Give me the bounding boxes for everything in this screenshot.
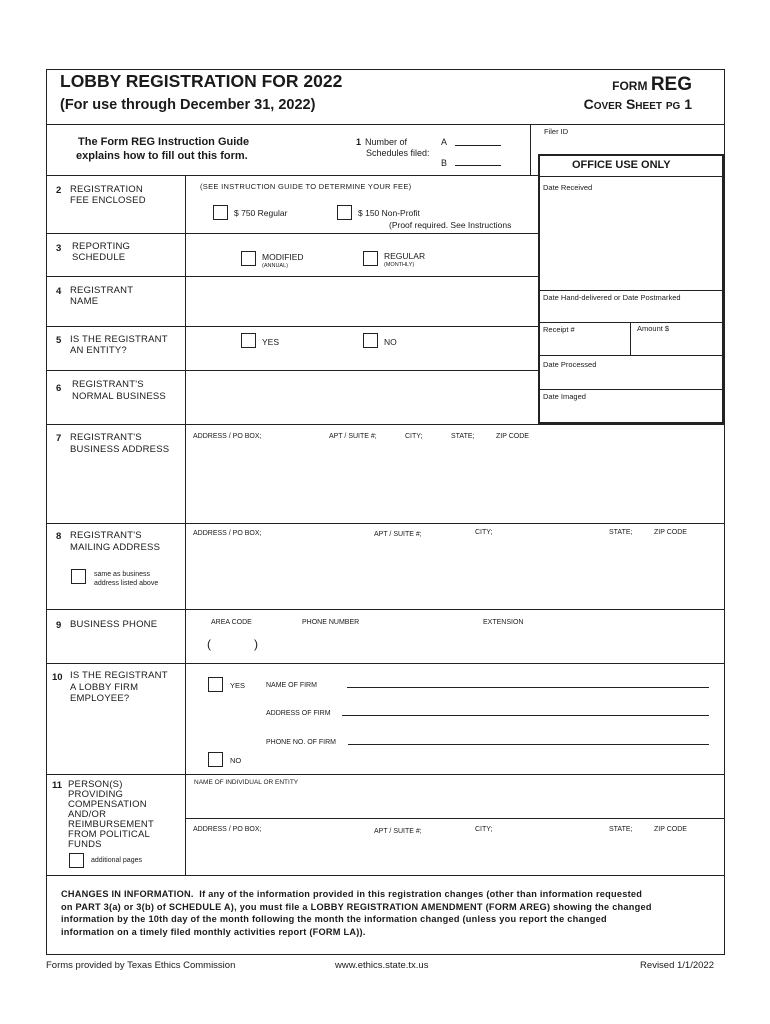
extension-label: EXTENSION: [483, 619, 524, 626]
schedules-number: 1: [356, 137, 362, 147]
divider: [46, 326, 538, 327]
section-8-label-2: MAILING ADDRESS: [70, 542, 161, 553]
form-code-value: REG: [650, 74, 692, 95]
divider: [46, 609, 724, 610]
section-number: 10: [52, 672, 63, 683]
mailing-address-field[interactable]: [187, 542, 723, 608]
section-number: 4: [56, 286, 62, 297]
schedule-a-label: A: [441, 137, 448, 147]
divider: [539, 389, 723, 390]
divider: [530, 124, 531, 175]
entity-yes-checkbox[interactable]: [241, 333, 256, 348]
amount-label: Amount $: [637, 324, 670, 333]
name-of-firm-line[interactable]: [347, 687, 709, 688]
fee-note: (SEE INSTRUCTION GUIDE TO DETERMINE YOUR FEE): [200, 182, 412, 191]
section-4-label-2: NAME: [70, 296, 99, 307]
regular-sublabel: (MONTHLY): [384, 262, 415, 268]
section-3-label-2: SCHEDULE: [72, 252, 126, 263]
divider: [46, 424, 724, 425]
business-address-label: ADDRESS / PO BOX;: [193, 433, 262, 440]
section-7-label-1: REGISTRANT'S: [70, 432, 142, 443]
regular-fee-checkbox[interactable]: [213, 205, 228, 220]
office-use-title: OFFICE USE ONLY: [572, 159, 671, 171]
individual-entity-label: NAME OF INDIVIDUAL OR ENTITY: [194, 779, 299, 786]
nonprofit-fee-label: $ 150 Non-Profit: [358, 208, 420, 218]
section-2-label-1: REGISTRATION: [70, 184, 143, 195]
changes-notice: [61, 888, 711, 938]
divider: [46, 663, 724, 664]
section-number: 11: [52, 780, 63, 791]
footer-revised: Revised 1/1/2022: [640, 960, 714, 971]
page-number: 1: [684, 96, 692, 112]
section-3-label-1: REPORTING: [72, 241, 131, 252]
section-number: 2: [56, 185, 62, 196]
phone-of-firm-line[interactable]: [348, 744, 709, 745]
nonprofit-fee-checkbox[interactable]: [337, 205, 352, 220]
divider: [539, 322, 723, 323]
divider: [46, 875, 724, 876]
firm-employee-no-checkbox[interactable]: [208, 752, 223, 767]
firm-yes-label: YES: [230, 681, 246, 690]
divider: [46, 124, 724, 125]
nonprofit-fee-note: (Proof required. See Instructions: [389, 220, 512, 230]
modified-schedule-checkbox[interactable]: [241, 251, 256, 266]
section-number: 9: [56, 620, 62, 631]
divider: [539, 176, 723, 177]
section-number: 3: [56, 243, 62, 254]
section-number: 8: [56, 531, 62, 542]
schedule-b-line[interactable]: [455, 165, 501, 166]
changes-text-1: If any of the information provided in this registration changes (other than information requested: [199, 889, 643, 899]
section-11-label-6: FROM POLITICAL: [68, 829, 150, 840]
schedules-label-1: Number of: [365, 137, 408, 147]
section-8-label-1: REGISTRANT'S: [70, 530, 142, 541]
divider: [539, 290, 723, 291]
label-column-divider: [185, 175, 186, 875]
cover-sheet-text: Cover Sheet pg: [583, 96, 681, 112]
business-apt-label: APT / SUITE #;: [329, 433, 377, 440]
modified-label: MODIFIED: [262, 252, 304, 262]
address-of-firm-label: ADDRESS OF FIRM: [266, 710, 331, 717]
section-11-label-5: REIMBURSEMENT: [68, 819, 154, 830]
business-city-label: CITY;: [405, 433, 423, 440]
section-10-label-2: A LOBBY FIRM: [70, 682, 139, 693]
section-10-label-3: EMPLOYEE?: [70, 693, 130, 704]
comp-city-label: CITY;: [475, 826, 493, 833]
name-of-firm-label: NAME OF FIRM: [266, 682, 317, 689]
section-11-label-4: AND/OR: [68, 809, 107, 820]
address-of-firm-line[interactable]: [342, 715, 709, 716]
section-6-label-2: NORMAL BUSINESS: [72, 391, 166, 402]
comp-zip-label: ZIP CODE: [654, 826, 687, 833]
phone-number-label: PHONE NUMBER: [302, 619, 360, 626]
same-as-business-checkbox[interactable]: [71, 569, 86, 584]
divider: [538, 175, 539, 425]
business-address-field[interactable]: [187, 445, 723, 522]
form-subtitle: (For use through December 31, 2022): [60, 97, 316, 113]
divider: [46, 523, 724, 524]
section-2-label-2: FEE ENCLOSED: [70, 195, 146, 206]
registrant-name-field[interactable]: [187, 278, 537, 325]
business-zip-label: ZIP CODE: [496, 433, 529, 440]
divider: [46, 276, 538, 277]
schedules-label-2: Schedules filed:: [366, 148, 430, 158]
date-received-label: Date Received: [543, 183, 593, 192]
changes-line-3: information by the 10th day of the month following the month the information changed (unless you report the changed: [61, 914, 607, 925]
form-code: [612, 75, 692, 94]
section-4-label-1: REGISTRANT: [70, 285, 134, 296]
section-9-label: BUSINESS PHONE: [70, 619, 158, 630]
section-number: 5: [56, 335, 62, 346]
schedule-b-label: B: [441, 158, 448, 168]
schedule-a-line[interactable]: [455, 145, 501, 146]
comp-state-label: STATE;: [609, 826, 633, 833]
divider: [46, 370, 538, 371]
section-10-label-1: IS THE REGISTRANT: [70, 670, 168, 681]
date-imaged-label: Date Imaged: [543, 392, 586, 401]
business-phone-field[interactable]: [187, 630, 723, 662]
regular-schedule-checkbox[interactable]: [363, 251, 378, 266]
guide-line-2: explains how to fill out this form.: [76, 150, 248, 162]
cover-sheet-label: [584, 97, 692, 111]
divider: [539, 355, 723, 356]
section-5-label-2: AN ENTITY?: [70, 345, 127, 356]
comp-address-field[interactable]: [187, 838, 723, 874]
regular-fee-label: $ 750 Regular: [234, 208, 288, 218]
modified-sublabel: (ANNUAL): [262, 263, 288, 269]
divider: [46, 175, 538, 176]
section-6-label-1: REGISTRANT'S: [72, 379, 144, 390]
filer-id-label: Filer ID: [544, 127, 569, 136]
changes-heading: CHANGES IN INFORMATION.: [61, 889, 194, 899]
same-as-business-label-1: same as business: [94, 571, 151, 578]
section-number: 6: [56, 383, 62, 394]
section-5-label-1: IS THE REGISTRANT: [70, 334, 168, 345]
guide-line-1: The Form REG Instruction Guide: [78, 136, 250, 148]
divider: [630, 322, 631, 355]
area-code-label: AREA CODE: [211, 619, 252, 626]
receipt-label: Receipt #: [543, 325, 575, 334]
area-code-close-paren: ): [254, 637, 258, 651]
mailing-zip-label: ZIP CODE: [654, 529, 687, 536]
firm-employee-yes-checkbox[interactable]: [208, 677, 223, 692]
additional-pages-checkbox[interactable]: [69, 853, 84, 868]
footer-website[interactable]: www.ethics.state.tx.us: [335, 960, 429, 971]
mailing-apt-label: APT / SUITE #;: [374, 531, 422, 538]
changes-line-4: information on a timely filed monthly activities report (FORM LA)).: [61, 926, 366, 937]
divider: [186, 818, 724, 819]
firm-no-label: NO: [230, 756, 242, 765]
entity-no-checkbox[interactable]: [363, 333, 378, 348]
same-as-business-label-2: address listed above: [94, 580, 159, 587]
divider: [46, 233, 538, 234]
section-11-label-1: PERSON(S): [68, 779, 123, 790]
comp-address-label: ADDRESS / PO BOX;: [193, 826, 262, 833]
section-number: 7: [56, 433, 62, 444]
form-word: FORM: [612, 79, 648, 93]
individual-entity-field[interactable]: [187, 790, 723, 817]
phone-of-firm-label: PHONE NO. OF FIRM: [266, 739, 336, 746]
date-hand-label: Date Hand-delivered or Date Postmarked: [543, 293, 681, 302]
changes-line-2: on PART 3(a) or 3(b) of SCHEDULE A), you must file a LOBBY REGISTRATION AMENDMENT (FORM AREG) showing the changed: [61, 901, 652, 912]
normal-business-field[interactable]: [187, 372, 537, 423]
comp-apt-label: APT / SUITE #;: [374, 828, 422, 835]
section-7-label-2: BUSINESS ADDRESS: [70, 444, 170, 455]
form-title: LOBBY REGISTRATION FOR 2022: [60, 71, 343, 91]
business-state-label: STATE;: [451, 433, 475, 440]
divider: [46, 774, 724, 775]
footer-provider: Forms provided by Texas Ethics Commission: [46, 960, 236, 971]
changes-line-1: [61, 888, 711, 901]
section-11-label-3: COMPENSATION: [68, 799, 147, 810]
mailing-city-label: CITY;: [475, 529, 493, 536]
section-11-label-2: PROVIDING: [68, 789, 124, 800]
mailing-address-label: ADDRESS / PO BOX;: [193, 530, 262, 537]
entity-no-label: NO: [384, 337, 397, 347]
regular-label: REGULAR: [384, 251, 426, 261]
date-processed-label: Date Processed: [543, 360, 597, 369]
section-11-label-7: FUNDS: [68, 839, 102, 850]
mailing-state-label: STATE;: [609, 529, 633, 536]
additional-pages-label: additional pages: [91, 857, 142, 864]
office-use-box: [538, 154, 724, 424]
entity-yes-label: YES: [262, 337, 280, 347]
area-code-open-paren: (: [207, 637, 211, 651]
